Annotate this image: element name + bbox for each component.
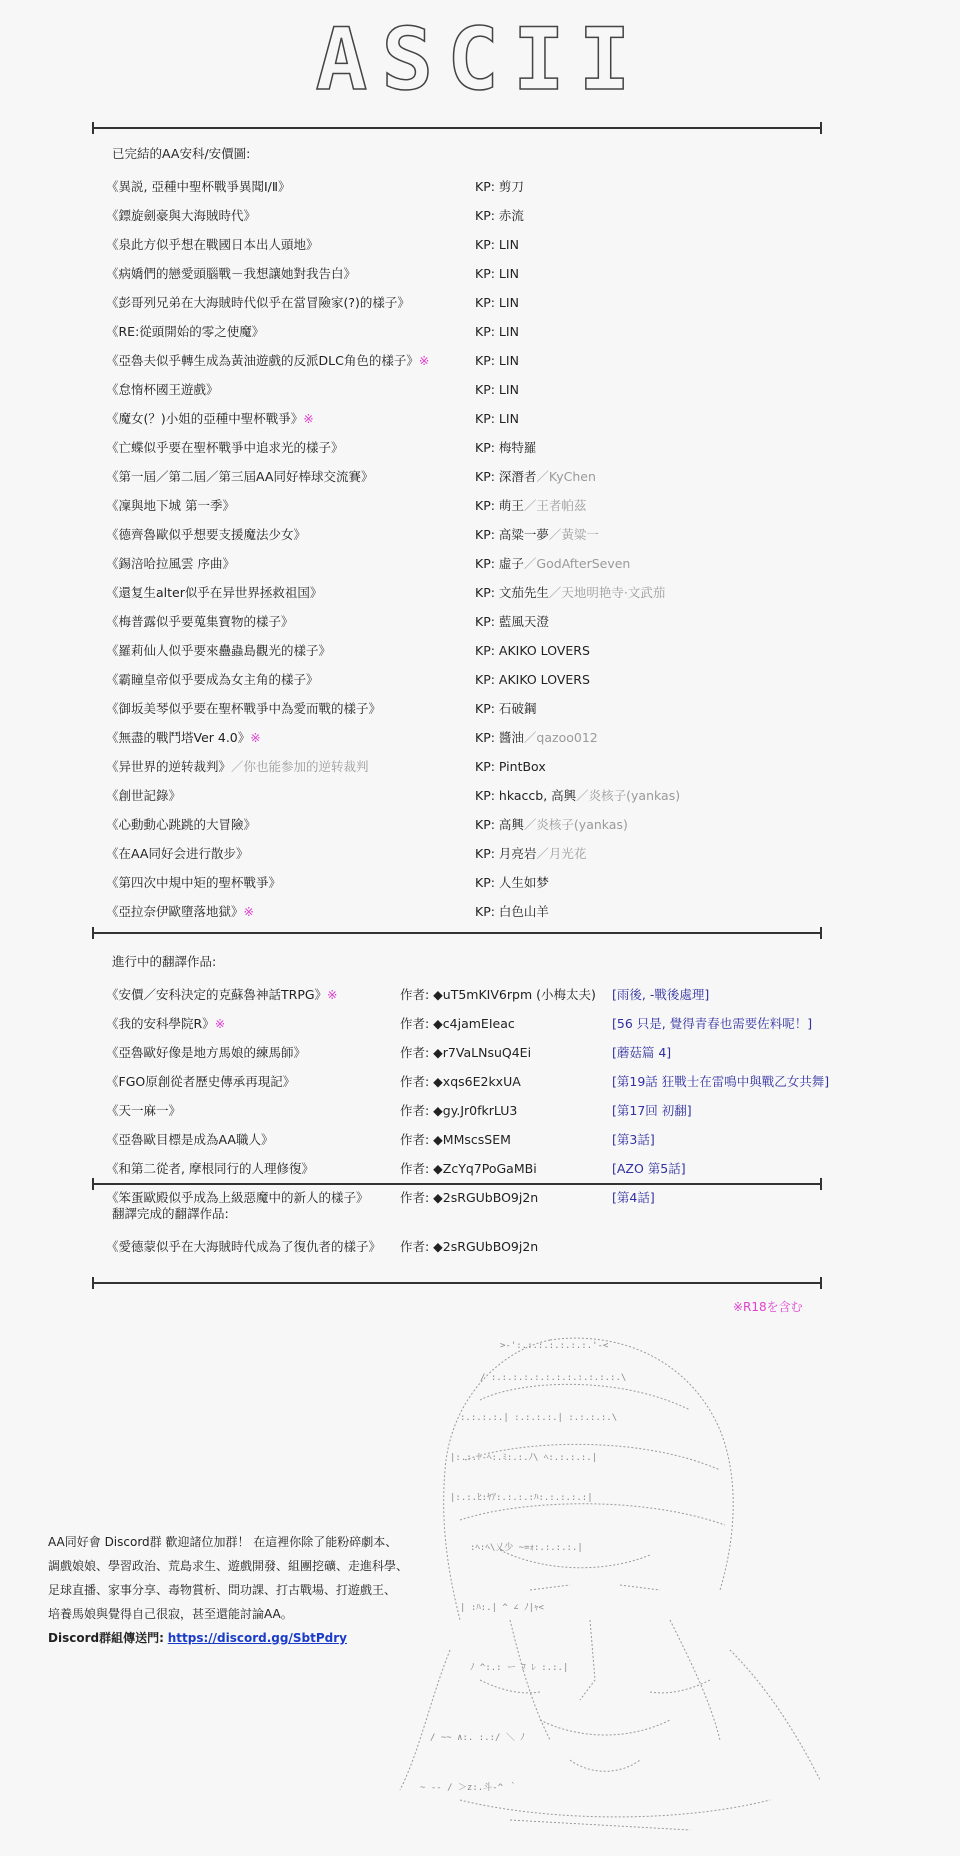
latest-chapter-link[interactable]: [56 只是, 覺得青春也需要佐料呢！] [612,1016,813,1031]
work-title[interactable] [106,1125,273,1154]
work-title-text: 《泉此方似乎想在戰國日本出人頭地》 [106,237,319,252]
kp-alias: ／月光花 [536,846,587,861]
work-title-text: 《德齊魯歐似乎想要支援魔法少女》 [106,527,307,542]
kp-name-text: KP: 白色山羊 [475,904,549,919]
kp-name-text: KP: AKIKO LOVERS [475,672,590,687]
kp-name [475,462,596,491]
work-title-text: 《怠惰杯國王遊戲》 [106,382,219,397]
list-item[interactable] [100,752,840,781]
kp-alias: ／黃粱一 [548,527,599,542]
author-tripcode: 作者: ◆2sRGUbBO9j2n [400,1239,539,1254]
author-tripcode: 作者: ◆MMscsSEM [400,1132,511,1147]
svg-text:ﾉ ^:.: ー ﾌ ﾚ :.:.|: ﾉ ^:.: ー ﾌ ﾚ :.:.| [470,1663,569,1673]
divider-finished-end [92,1282,822,1284]
kp-name [475,230,519,259]
svg-text:/ :.:.:.:.:.:.:.:.:.:.:.:.\: / :.:.:.:.:.:.:.:.:.:.:.:.\ [480,1373,627,1383]
r18-mark: ※ [303,411,314,426]
work-title-text: 《安價／安科決定的克蘇魯神話TRPG》 [106,987,328,1002]
kp-name-text: KP: 文茄先生 [475,585,549,600]
work-title[interactable] [106,230,319,259]
kp-name-text: KP: LIN [475,382,519,397]
work-title-text: 《羅莉仙人似乎要來蠱蟲島觀光的樣子》 [106,643,332,658]
finished-section-title: 翻譯完成的翻譯作品: [112,1206,229,1221]
work-title[interactable] [106,346,429,375]
kp-alias: ／天地明艳寺·文武茄 [548,585,666,600]
ascii-art-illustration [390,1320,840,1840]
list-item[interactable] [100,549,840,578]
work-title[interactable] [106,1009,225,1038]
work-title-text: 《RE:從頭開始的零之使魔》 [106,324,265,339]
kp-name-text: KP: 石破鋼 [475,701,537,716]
list-item[interactable] [100,491,840,520]
work-title[interactable] [106,288,410,317]
kp-name [475,607,549,636]
kp-name-text: KP: LIN [475,266,519,281]
work-title-text: 《無盡的戰鬥塔Ver 4.0》 [106,730,251,745]
work-title[interactable] [106,578,322,607]
work-title-text: 《我的安科學院R》 [106,1016,215,1031]
list-item[interactable] [100,1038,840,1067]
work-title[interactable] [106,462,373,491]
author-tripcode: 作者: ◆xqs6E2kxUA [400,1074,521,1089]
latest-chapter-link[interactable]: [AZO 第5話] [612,1161,686,1176]
kp-alias: ／炎核子(yankas) [523,817,628,832]
latest-chapter-link[interactable]: [蘑菇篇 4] [612,1045,672,1060]
svg-text::.:.:.:.| :.:.:.:.| :.:.:.:.\: :.:.:.:.| :.:.:.:.| :.:.:.:.\ [460,1413,618,1423]
list-item[interactable] [100,1096,840,1125]
kp-name-text: KP: LIN [475,237,519,252]
list-item[interactable] [100,259,840,288]
r18-mark: ※ [418,353,430,368]
work-title-text: 《亡蝶似乎要在聖杯戰爭中追求光的樣子》 [106,440,344,455]
author-tripcode: 作者: ◆2sRGUbBO9j2n [400,1190,539,1205]
kp-name-text: KP: 醬油 [475,730,524,745]
list-item[interactable] [100,317,840,346]
work-title-text: 《梅普露似乎要蒐集寶物的樣子》 [106,614,294,629]
list-item[interactable] [100,723,840,752]
work-title-text: 《心動動心跳跳的大冒險》 [106,817,257,832]
work-title-text: 《錫涪哈拉風雲 序曲》 [106,556,235,571]
kp-name [475,665,590,694]
work-title-text: 《鏢旋劍豪與大海賊時代》 [106,208,257,223]
kp-name [475,578,665,607]
kp-name-text: KP: 高粱一夢 [475,527,549,542]
list-item[interactable] [100,607,840,636]
work-title-text: 《亞魯歐目標是成為AA職人》 [106,1132,274,1147]
finished-section [100,1204,840,1261]
work-title-text: 《創世記錄》 [106,788,182,803]
list-item[interactable] [100,810,840,839]
work-title-text: 《亞魯歐好像是地方馬娘的練馬師》 [106,1045,307,1060]
latest-chapter-link[interactable]: [第3話] [612,1132,655,1147]
discord-link[interactable]: https://discord.gg/SbtPdry [167,1631,347,1645]
kp-name [475,491,586,520]
kp-name [475,694,536,723]
work-title[interactable] [106,781,181,810]
r18-note: ※R18を含む [733,1300,803,1314]
kp-name-text: KP: 藍風天澄 [475,614,549,629]
list-item[interactable] [100,375,840,404]
kp-name [475,288,519,317]
work-title-text: 《病嬌們的戀愛頭腦戰－我想讓她對我告白》 [106,266,357,281]
work-title-extra: ／你也能参加的逆转裁判 [231,759,369,774]
work-title-text: 《御坂美琴似乎要在聖杯戰爭中為愛而戰的樣子》 [106,701,382,716]
work-title-text: 《凜與地下城 第一季》 [106,498,235,513]
work-title-text: 《笨蛋歐殿似乎成為上級惡魔中的新人的樣子》 [106,1190,369,1205]
list-item[interactable] [100,520,840,549]
kp-name-text: KP: 赤流 [475,208,524,223]
kp-name [475,520,599,549]
list-item[interactable] [100,980,840,1009]
discord-info [48,1530,418,1650]
latest-chapter-link[interactable]: [第19話 狂戰士在雷鳴中與戰乙女共舞] [612,1074,830,1089]
list-item[interactable] [100,346,840,375]
work-title[interactable] [106,868,281,897]
work-title[interactable] [106,259,356,288]
work-title[interactable] [106,1067,295,1096]
list-item[interactable] [100,665,840,694]
list-item[interactable] [100,1154,840,1183]
author-tripcode: 作者: ◆r7VaLNsuQ4Ei [400,1045,532,1060]
list-item[interactable] [100,1125,840,1154]
author-tripcode: 作者: ◆uT5mKIV6rpm (小梅太夫) [400,987,596,1002]
kp-name-text: KP: AKIKO LOVERS [475,643,590,658]
kp-name [475,346,519,375]
discord-line: AA同好會 Discord群 歡迎諸位加群！ 在這裡你除了能粉碎劇本、 [48,1535,398,1549]
work-title[interactable] [106,607,294,636]
list-item[interactable] [100,404,840,433]
ongoing-section [100,952,840,1212]
kp-name-text: KP: 人生如梦 [475,875,549,890]
kp-name [475,317,519,346]
discord-line: 足球直播、家事分享、毒物賞析、問功課、打古戰場、打遊戲王、 [48,1583,397,1597]
svg-text:|:.:.ﾄ-ﾍ:.ﾐ:.:.ﾉ\ ﾍ:.:.:.:.|: |:.:.ﾄ-ﾍ:.ﾐ:.:.ﾉ\ ﾍ:.:.:.:.| [450,1453,598,1463]
work-title[interactable] [106,980,338,1009]
svg-text:~ -- / ＞z:.斗-^ ｀: ~ -- / ＞z:.斗-^ ｀ [420,1783,518,1793]
svg-text:|:.:.ﾋ:ﾔｱ:.:.:.:ﾊ:.:.:.:.:|: |:.:.ﾋ:ﾔｱ:.:.:.:ﾊ:.:.:.:.:| [450,1493,593,1503]
kp-name [475,172,524,201]
r18-mark: ※ [250,730,261,745]
list-item[interactable] [100,172,840,201]
kp-name [475,433,536,462]
kp-name [475,259,519,288]
list-item[interactable] [100,636,840,665]
ongoing-list [100,980,840,1212]
work-title[interactable] [106,839,248,868]
work-title-text: 《第一屆／第二屆／第三屆AA同好棒球交流賽》 [106,469,374,484]
work-title[interactable] [106,433,344,462]
latest-chapter-link[interactable]: [第17回 初翻] [612,1103,692,1118]
svg-text::ﾍ:ﾍ\乂少 ~=ｫ:.:.:.:.|: :ﾍ:ﾍ\乂少 ~=ｫ:.:.:.:.| [470,1543,583,1553]
work-title-text: 《FGO原創從者歷史傳承再現記》 [106,1074,296,1089]
work-title-text: 《霸瞳皇帝似乎要成為女主角的樣子》 [106,672,319,687]
kp-name [475,375,519,404]
list-item[interactable] [100,433,840,462]
kp-name-text: KP: 剪刀 [475,179,524,194]
list-item[interactable] [100,868,840,897]
work-title-text: 《魔女(？)小姐的亞種中聖杯戰爭》 [106,411,304,426]
list-item[interactable] [100,1009,840,1038]
kp-name-text: KP: 高興 [475,817,524,832]
completed-section [100,144,840,926]
work-title[interactable] [106,1232,381,1261]
kp-name-text: KP: 深潛者 [475,469,537,484]
work-title[interactable] [106,897,254,926]
kp-name-text: KP: LIN [475,324,519,339]
list-item[interactable] [100,1232,840,1261]
kp-name-text: KP: 虛子 [475,556,524,571]
completed-section-title: 已完結的AA安科/安價圖: [112,146,251,161]
work-title[interactable] [106,723,261,752]
completed-list [100,172,840,926]
kp-name [475,810,628,839]
discord-line: 培養馬娘與覺得自己很寂，甚至還能討論AA。 [48,1607,293,1621]
kp-alias: ／KyChen [536,469,596,484]
kp-name [475,897,549,926]
kp-name-text: KP: 梅特羅 [475,440,537,455]
discord-link-label: Discord群組傳送門: [48,1631,164,1645]
work-title[interactable] [106,694,381,723]
work-title-text: 《异世界的逆转裁判》 [106,759,232,774]
kp-alias: ／GodAfterSeven [523,556,631,571]
ongoing-section-title: 進行中的翻譯作品: [112,954,217,969]
kp-name [475,723,598,752]
work-title[interactable] [106,1038,306,1067]
work-title-text: 《亞拉奈伊歐墮落地獄》 [106,904,244,919]
kp-name [475,404,519,433]
finished-list [100,1232,840,1261]
list-item[interactable] [100,201,840,230]
discord-link-row [48,1626,418,1650]
kp-name-text: KP: PintBox [475,759,546,774]
work-title[interactable] [106,404,314,433]
kp-name [475,549,630,578]
list-item[interactable] [100,1067,840,1096]
divider-top [92,127,822,129]
work-title[interactable] [106,636,331,665]
discord-line: 調戲娘娘、學習政治、荒島求生、遊戲開發、組團挖礦、走進科學、 [48,1559,409,1573]
work-title[interactable] [106,1154,314,1183]
work-title-text: 《還复生alter似乎在异世界拯救祖国》 [106,585,323,600]
work-title[interactable] [106,1096,181,1125]
work-title[interactable] [106,810,256,839]
work-title[interactable] [106,491,235,520]
author-tripcode: 作者: ◆ZcYq7PoGaMBi [400,1161,537,1176]
work-title-text: 《和第二從者, 摩根同行的人理修復》 [106,1161,314,1176]
divider-ongoing-end [92,1183,822,1185]
kp-name-text: KP: 月亮岩 [475,846,537,861]
svg-text:/ ~~ ∧:. :.:/ ＼ ﾉ: / ~~ ∧:. :.:/ ＼ ﾉ [430,1733,525,1743]
list-item[interactable] [100,578,840,607]
work-title[interactable] [106,172,291,201]
list-item[interactable] [100,462,840,491]
svg-text:>-':.:.:.:.:.:.:.'-<: >-':.:.:.:.:.:.:.'-< [500,1341,609,1351]
kp-name-text: KP: LIN [475,411,519,426]
kp-name [475,752,546,781]
divider-completed-end [92,932,822,934]
work-title-text: 《彭哥列兄弟在大海賊時代似乎在當冒險家(?)的樣子》 [106,295,410,310]
kp-name-text: KP: LIN [475,295,519,310]
work-title-text: 《愛德蒙似乎在大海賊時代成為了復仇者的樣子》 [106,1239,382,1254]
kp-name-text: KP: 萌王 [475,498,524,513]
list-item[interactable] [100,839,840,868]
kp-name [475,781,680,810]
work-title[interactable] [106,549,235,578]
kp-alias: ／王者帕茲 [523,498,587,513]
kp-name-text: KP: hkaccb, 高興 [475,788,577,803]
kp-alias: ／炎核子(yankas) [576,788,681,803]
author-tripcode: 作者: ◆c4jamEIeac [400,1016,515,1031]
r18-mark: ※ [214,1016,226,1031]
kp-name [475,839,586,868]
latest-chapter-link[interactable]: [雨後, ‐戰後處理] [612,987,710,1002]
work-title-text: 《亞魯夫似乎轉生成為黃油遊戲的反派DLC角色的樣子》 [106,353,419,368]
r18-mark: ※ [243,904,254,919]
work-title-text: 《第四次中規中矩的聖杯戰爭》 [106,875,282,890]
r18-mark: ※ [327,987,338,1002]
work-title-text: 《在AA同好会进行散步》 [106,846,249,861]
work-title[interactable] [106,665,319,694]
list-item[interactable] [100,230,840,259]
work-title[interactable] [106,752,369,781]
svg-text:| :ﾊ:.| ^ ∠ ﾉ|ｬ<: | :ﾊ:.| ^ ∠ ﾉ|ｬ< [460,1603,544,1613]
kp-name-text: KP: LIN [475,353,519,368]
author-tripcode: 作者: ◆gy.Jr0fkrLU3 [400,1103,518,1118]
work-title-text: 《異説, 亞種中聖杯戰爭異聞Ⅰ/Ⅱ》 [106,179,291,194]
kp-alias: ／qazoo012 [523,730,598,745]
kp-name [475,201,524,230]
ascii-logo: ASCII [315,10,645,110]
list-item[interactable] [100,288,840,317]
list-item[interactable] [100,897,840,926]
latest-chapter-link[interactable]: [第4話] [612,1190,655,1205]
work-title-text: 《天一麻一》 [106,1103,182,1118]
work-title[interactable] [106,520,306,549]
list-item[interactable] [100,694,840,723]
list-item[interactable] [100,781,840,810]
kp-name [475,868,549,897]
work-title[interactable] [106,317,264,346]
work-title[interactable] [106,375,219,404]
kp-name [475,636,590,665]
work-title[interactable] [106,201,256,230]
